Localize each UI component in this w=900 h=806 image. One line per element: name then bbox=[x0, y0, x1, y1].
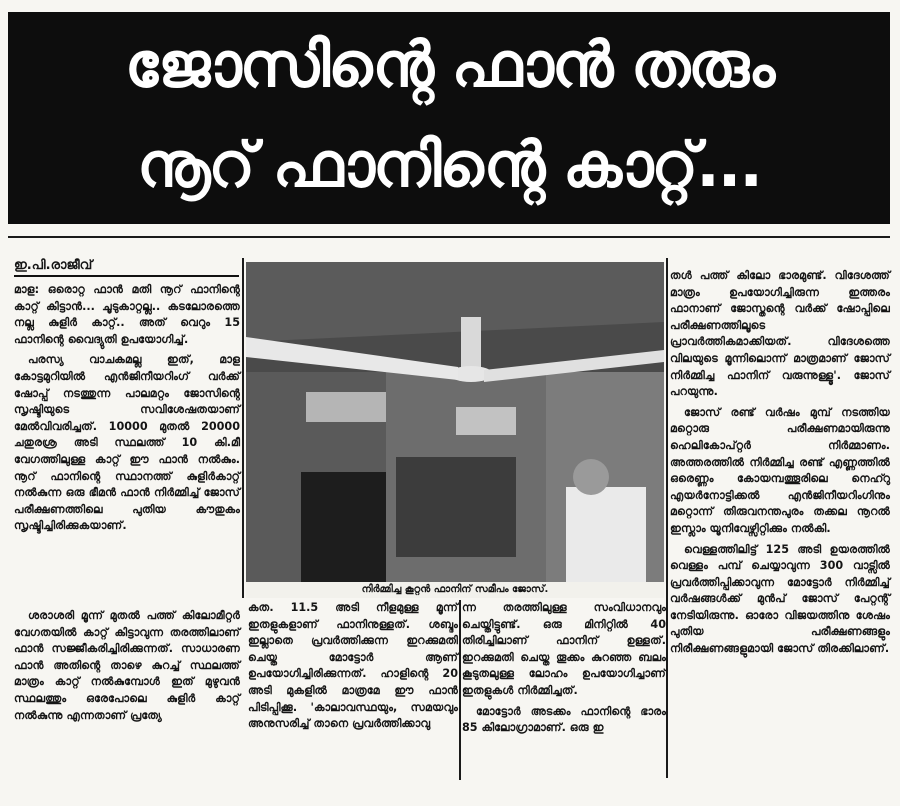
headline-line-1: ജോസിന്റെ ഫാൻ തരും bbox=[124, 28, 774, 101]
paragraph: ന്ന തരത്തിലുള്ള സംവിധാനവും ചെയ്തിട്ടുണ്ട്. ഒരു മിനിറ്റിൽ 40 തിരിച്ചിലാണ് ഫാനിന് ഉള്ളത്. ഇറക്കുമതി ചെയ്ത തൂക്കം കുറഞ്ഞ ബലം കൂടുതലുള്ള ലോഹം ഉപയോഗിച്ചാണ് ഇതളുകൾ നിർമ്മിച്ചത്. bbox=[462, 601, 666, 697]
article-column-2 bbox=[248, 600, 458, 737]
headline-rule bbox=[8, 236, 890, 238]
headline-banner bbox=[8, 12, 890, 224]
column-divider bbox=[459, 600, 461, 780]
paragraph: ശരാശരി മൂന്ന് മുതൽ പത്ത് കിലോമീറ്റർ വേഗതയിൽ കാറ്റ് കിട്ടാവുന്ന തരത്തിലാണ് ഫാൻ സജ്ജീകരിച്ചിരിക്കുന്നത്. സാധാരണ ഫാൻ അതിന്റെ താഴെ കുറച്ച് സ്ഥലത്ത് മാത്രം കാറ്റ് നൽകുമ്പോൾ ഇത് മുഴുവൻ സ്ഥലത്തും ഒരേപോലെ കുളിർ കാറ്റ് നൽകുന്നു എന്നതാണ് പ്രത്യേ bbox=[14, 609, 240, 722]
article-photo bbox=[246, 262, 664, 582]
paragraph: കത. 11.5 അടി നീളമുള്ള മൂന്ന് ഇതളുകളാണ് ഫാനിനുള്ളത്. ശബ്ദം ഇല്ലാതെ പ്രവർത്തിക്കുന്ന ഇറക്കുമതി ചെയ്ത മോട്ടോർ ആണ് ഉപയോഗിച്ചിരിക്കുന്നത്. ഹാളിന്റെ 20 അടി മുകളിൽ മാത്രമേ ഈ ഫാൻ പിടിപ്പിക്കൂ. 'കാലാവസ്ഥയും, സമയവും അനുസരിച്ച് താനെ പ്രവർത്തിക്കാവു bbox=[248, 601, 458, 731]
paragraph: ജോസ് രണ്ട് വർഷം മുമ്പ് നടത്തിയ മറ്റൊരു പരീക്ഷണമായിരുന്നു ഹെലികോപ്റ്റർ നിർമ്മാണം. അത്തരത്തിൽ നിർമ്മിച്ച രണ്ട് എണ്ണത്തിൽ ഒരെണ്ണം കോയമ്പത്തൂരിലെ നെഹ്റു എയർനോട്ടിക്കൽ എൻജിനീയറിംഗിനും മറ്റൊന്ന് തിരുവനന്തപുരം തക്കല നൂറൽ ഇസ്ലാം യൂനിവേഴ്സിറ്റിക്കും നൽകി. bbox=[670, 405, 890, 535]
column-divider bbox=[666, 258, 668, 778]
paragraph: വെള്ളത്തിലിട്ട് 125 അടി ഉയരത്തിൽ വെള്ളം പമ്പ് ചെയ്യാവുന്ന 300 വാട്സിൽ പ്രവർത്തിപ്പിക്കാവുന്ന മോട്ടോർ നിർമ്മിച്ച് വർഷങ്ങൾക്ക് മുൻപ് ജോസ് പേറ്റന്റ് നേടിയിരുന്നു. ഓരോ വിജയത്തിനു ശേഷം പുതിയ പരീക്ഷണങ്ങളും നിരീക്ഷണങ്ങളുമായി ജോസ് തിരക്കിലാണ്. bbox=[670, 542, 890, 656]
article-column-1-lower bbox=[14, 608, 240, 728]
headline-line-2: നൂറ് ഫാനിന്റെ കാറ്റ്... bbox=[137, 128, 761, 201]
fan-workshop-photo bbox=[246, 262, 664, 582]
byline: ഇ.പി.രാജീവ് bbox=[14, 258, 239, 277]
article-column-1 bbox=[14, 282, 240, 539]
photo-caption: നിർമ്മിച്ച കൂറ്റൻ ഫാനിന് സമീപം ജോസ്. bbox=[246, 582, 664, 598]
article-column-4 bbox=[670, 268, 890, 662]
article-column-3 bbox=[462, 600, 666, 741]
paragraph: തൾ പത്ത് കിലോ ഭാരമുണ്ട്. വിദേശത്ത് മാത്രം ഉപയോഗിച്ചിരുന്ന ഇത്തരം ഫാനാണ് ജോസ്തന്റെ വർക്ക് ഷോപ്പിലെ പരീക്ഷണത്തിലൂടെ പ്രാവർത്തികമാക്കിയത്. വിദേശത്തെ വിലയുടെ മൂന്നിലൊന്ന് മാത്രമാണ് ജോസ് നിർമ്മിച്ച ഫാനിന് വരുന്നുള്ളൂ'. ജോസ് പറയുന്നു. bbox=[670, 269, 890, 399]
paragraph: മോട്ടോർ അടക്കം ഫാനിന്റെ ഭാരം 85 കിലോഗ്രാമാണ്. ഒരു ഇ bbox=[462, 704, 666, 735]
paragraph: മാള: ഒരൊറ്റ ഫാൻ മതി നൂറ് ഫാനിന്റെ കാറ്റ് കിട്ടാൻ... ചൂടുകാറ്റല്ല.. കടലോരത്തെ നല്ല കുളിർ കാറ്റ്.. അത് വെറും 15 ഫാനിന്റെ വൈദ്യുതി ഉപയോഗിച്ച്. bbox=[14, 283, 240, 346]
paragraph: പരസ്യ വാചകമല്ല ഇത്, മാള കോട്ടമുറിയിൽ എൻജിനീയറിംഗ് വർക്ക് ഷോപ്പ് നടത്തുന്ന പാലമറ്റം ജോസിന്റെ സൃഷ്ടിയുടെ സവിശേഷതയാണ് മേൽവിവരിച്ചത്. 10000 മുതൽ 20000 ചതുരശ്ര അടി സ്ഥലത്ത് 10 കി.മീ വേഗത്തിലുള്ള കാറ്റ് ഈ ഫാൻ നൽകും. നൂറ് ഫാനിന്റെ സ്ഥാനത്ത് കുളിർകാറ്റ് നൽകുന്ന ഒരു ഭീമൻ ഫാൻ നിർമ്മിച്ച് ജോസ് പരീക്ഷണത്തിലെ പുതിയ കൗതുകം സൃഷ്ടിച്ചിരിക്കുകയാണ്. bbox=[14, 353, 240, 533]
column-divider bbox=[242, 258, 244, 598]
